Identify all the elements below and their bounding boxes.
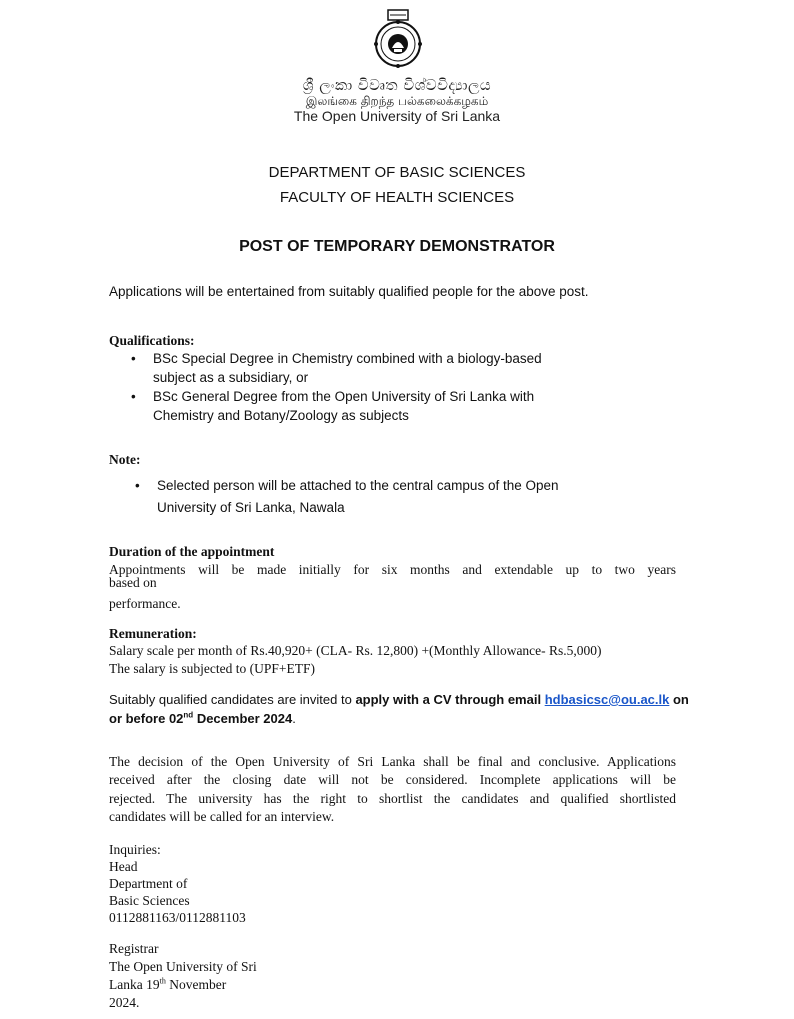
signoff-text: Lanka 19 bbox=[109, 977, 160, 992]
note-line: University of Sri Lanka, Nawala bbox=[157, 500, 345, 515]
apply-bold: apply with a CV through email bbox=[355, 692, 545, 707]
university-name-english: The Open University of Sri Lanka bbox=[293, 108, 501, 124]
remuneration-line: Salary scale per month of Rs.40,920+ (CLA- Rs. 12,800) +(Monthly Allowance- Rs.5,000) bbox=[109, 643, 602, 658]
decision-line: received after the closing date will not be considered. Incomplete applications will be bbox=[109, 772, 676, 787]
decision-line: rejected. The university has the right to shortlist the candidates and qualified shortlisted bbox=[109, 791, 676, 806]
deadline-text: December 2024 bbox=[193, 711, 293, 726]
apply-deadline bbox=[109, 709, 296, 728]
duration-line: based on bbox=[109, 575, 157, 590]
faculty-title: FACULTY OF HEALTH SCIENCES bbox=[279, 189, 515, 206]
bullet-icon: • bbox=[135, 478, 140, 493]
intro-text: Applications will be entertained from suitably qualified people for the above post. bbox=[109, 284, 589, 299]
inquiries-line: Basic Sciences bbox=[109, 893, 190, 908]
university-name-sinhala: ශ්‍රී ලංකා විවෘත විශ්වවිද්‍යාලය bbox=[302, 76, 492, 94]
duration-line: Appointments will be made initially for six months and extendable up to two years bbox=[109, 562, 676, 577]
inquiries-line: Inquiries: bbox=[109, 842, 161, 857]
email-link[interactable]: hdbasicsc@ou.ac.lk bbox=[544, 692, 670, 707]
signoff-text: November bbox=[165, 977, 227, 992]
qualifications-list bbox=[131, 349, 542, 425]
deadline-end: . bbox=[292, 711, 296, 726]
university-name-tamil: இலங்கை திறந்த பல்கலைக்கழகம் bbox=[305, 94, 489, 108]
list-item bbox=[131, 349, 542, 387]
list-item bbox=[135, 475, 559, 519]
inquiries-line: Head bbox=[109, 859, 138, 874]
bullet-icon: • bbox=[131, 389, 136, 404]
qualification-line: BSc General Degree from the Open University of Sri Lanka with bbox=[153, 389, 535, 404]
qualification-line: Chemistry and Botany/Zoology as subjects bbox=[153, 408, 409, 423]
qualification-line: subject as a subsidiary, or bbox=[153, 370, 309, 385]
list-item bbox=[131, 387, 542, 425]
deadline-text: or before 02 bbox=[109, 711, 184, 726]
qualification-line: BSc Special Degree in Chemistry combined with a biology-based bbox=[153, 351, 542, 366]
apply-line bbox=[109, 690, 689, 709]
duration-line: performance. bbox=[109, 596, 181, 611]
deadline-sup: nd bbox=[183, 710, 194, 720]
bullet-icon: • bbox=[131, 351, 136, 366]
note-line: Selected person will be attached to the central campus of the Open bbox=[157, 478, 559, 493]
decision-line: candidates will be called for an interview. bbox=[109, 809, 335, 824]
signoff-date bbox=[109, 975, 226, 994]
apply-prefix: Suitably qualified candidates are invited to bbox=[109, 692, 356, 707]
apply-bold: on bbox=[669, 692, 689, 707]
remuneration-heading: Remuneration: bbox=[109, 626, 197, 641]
qualifications-heading: Qualifications: bbox=[109, 333, 195, 348]
note-heading: Note: bbox=[109, 452, 141, 467]
decision-line: The decision of the Open University of Sri Lanka shall be final and conclusive. Applications bbox=[109, 754, 676, 769]
remuneration-line: The salary is subjected to (UPF+ETF) bbox=[109, 661, 315, 676]
signoff-line: 2024. bbox=[109, 995, 140, 1010]
inquiries-phone: 0112881163/0112881103 bbox=[109, 910, 246, 925]
note-list bbox=[135, 475, 559, 519]
signoff-line: The Open University of Sri bbox=[109, 959, 257, 974]
department-title: DEPARTMENT OF BASIC SCIENCES bbox=[268, 164, 526, 181]
inquiries-line: Department of bbox=[109, 876, 188, 891]
signoff-sup: th bbox=[159, 976, 166, 986]
duration-heading: Duration of the appointment bbox=[109, 544, 275, 559]
post-title: POST OF TEMPORARY DEMONSTRATOR bbox=[239, 238, 555, 255]
university-crest-icon bbox=[372, 8, 424, 72]
signoff-line: Registrar bbox=[109, 941, 159, 956]
